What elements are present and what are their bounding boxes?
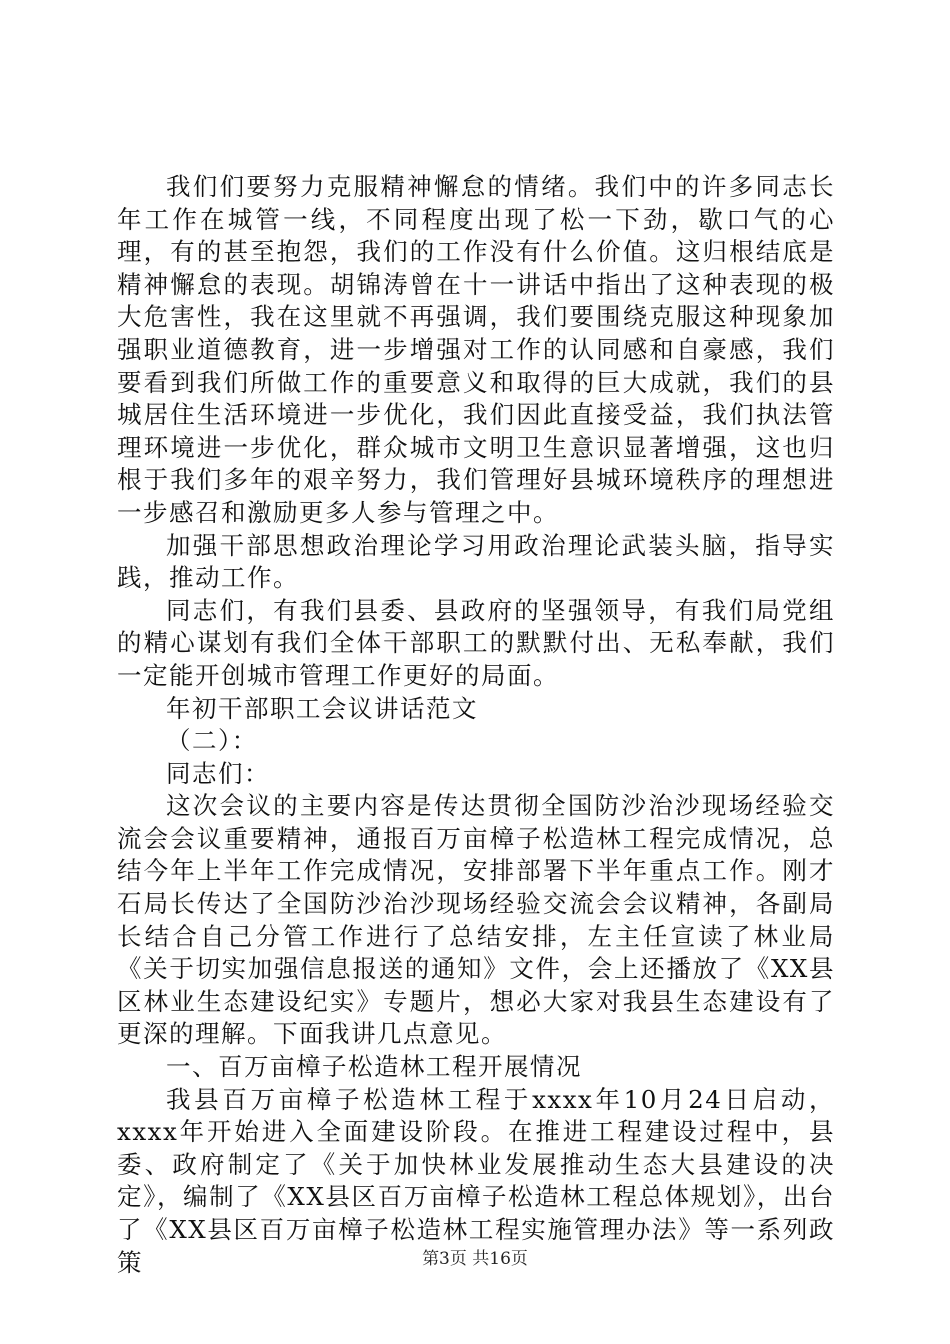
page-number-footer: 第3页 共16页: [422, 1249, 528, 1269]
paragraph-closing-remarks: 同志们，有我们县委、县政府的坚强领导，有我们局党组的精心谋划有我们全体干部职工的默默付出、无私奉献，我们一定能开创城市管理工作更好的局面。: [117, 595, 835, 690]
heading-project-status: 一、百万亩樟子松造林工程开展情况: [166, 1052, 582, 1082]
document-body: [117, 171, 835, 1279]
section-title: 年初干部职工会议讲话范文: [166, 693, 478, 723]
paragraph-meeting-content: 这次会议的主要内容是传达贯彻全国防沙治沙现场经验交流会会议重要精神，通报百万亩樟子松造林工程完成情况，总结今年上半年工作完成情况，安排部署下半年重点工作。刚才石局长传达了全国防沙治沙现场经验交流会会议精神，各副局长结合自己分管工作进行了总结安排，左主任宣读了林业局《关于切实加强信息报送的通知》文件，会上还播放了《XX县区林业生态建设纪实》专题片，想必大家对我县生态建设有了更深的理解。下面我讲几点意见。: [117, 791, 835, 1049]
paragraph-project-launch: 我县百万亩樟子松造林工程于xxxx年10月24日启动，xxxx年开始进入全面建设阶段。在推进工程建设过程中，县委、政府制定了《关于加快林业发展推动生态大县建设的决定》，编制了《XX县区百万亩樟子松造林工程总体规划》，出台了《XX县区百万亩樟子松造林工程实施管理办法》等一系列政策: [117, 1084, 835, 1277]
salutation: 同志们：: [166, 758, 270, 788]
section-number: （二）：: [166, 726, 258, 756]
paragraph-overcome-slackness: 我们们要努力克服精神懈怠的情绪。我们中的许多同志长年工作在城管一线，不同程度出现了松一下劲，歇口气的心理，有的甚至抱怨，我们的工作没有什么价值。这归根结底是精神懈怠的表现。胡锦涛曾在十一讲话中指出了这种表现的极大危害性，我在这里就不再强调，我们要围绕克服这种现象加强职业道德教育，进一步增强对工作的认同感和自豪感，我们要看到我们所做工作的重要意义和取得的巨大成就，我们的县城居住生活环境进一步优化，我们因此直接受益，我们执法管理环境进一步优化，群众城市文明卫生意识显著增强，这也归根于我们多年的艰辛努力，我们管理好县城环境秩序的理想进一步感召和激励更多人参与管理之中。: [117, 172, 835, 527]
paragraph-political-study: 加强干部思想政治理论学习用政治理论武装头脑，指导实践，推动工作。: [117, 530, 835, 593]
